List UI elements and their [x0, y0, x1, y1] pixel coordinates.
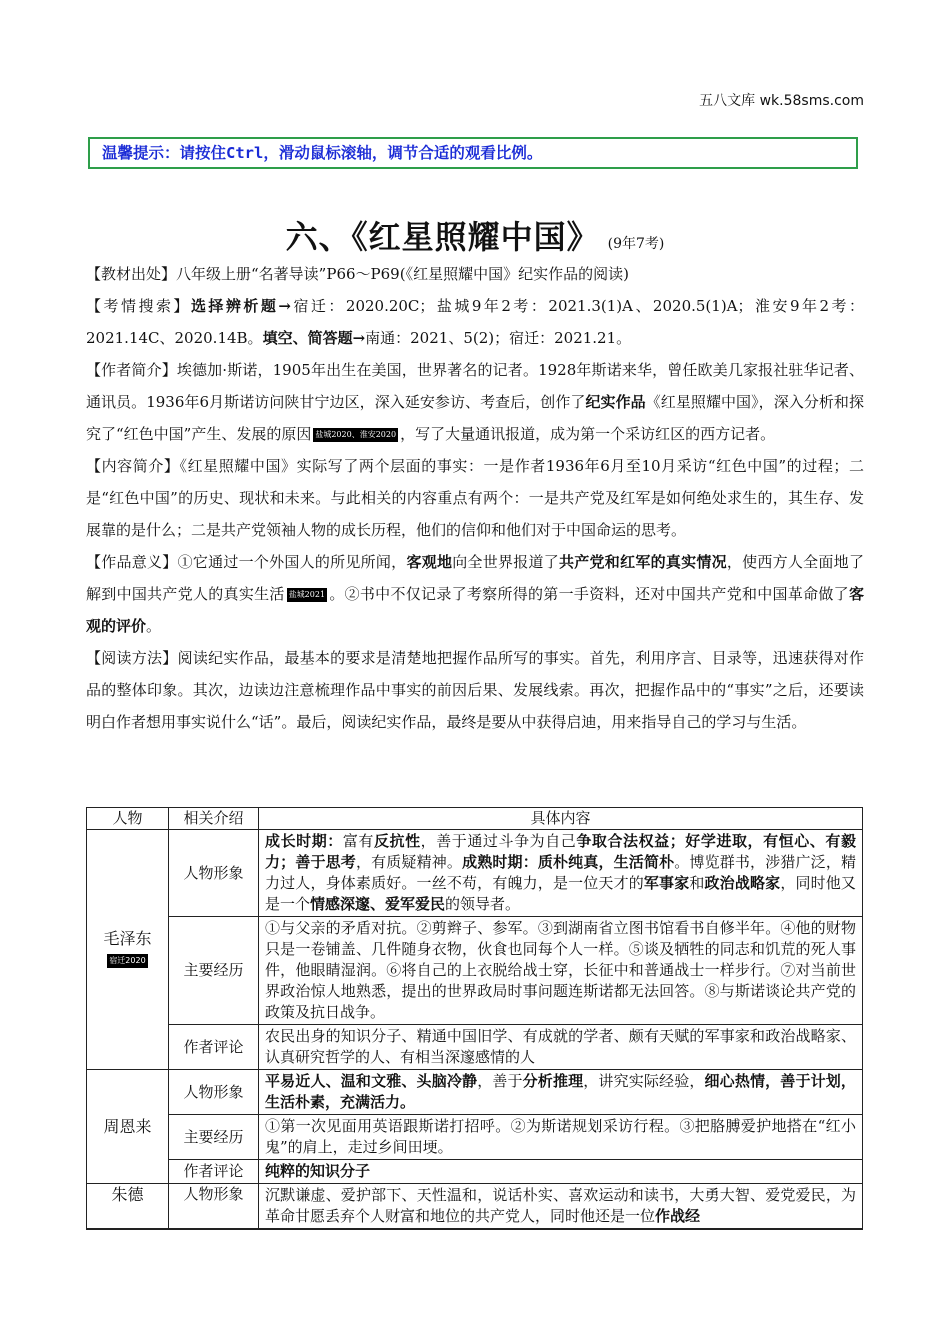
row-label: 作者评论	[169, 1025, 259, 1070]
row-content: 沉默谦虚、爱护部下、天性温和，说话朴实、喜欢运动和读书，大勇大智、爱党爱民，为革命甘愿丢弃个人财富和地位的共产党人，同时他还是一位作战经	[259, 1184, 863, 1229]
header-intro: 相关介绍	[169, 808, 259, 830]
row-content: ①第一次见面用英语跟斯诺打招呼。②为斯诺规划采访行程。③把胳膊爱护地搭在“红小鬼”的肩上，走过乡间田埂。	[259, 1115, 863, 1160]
row-content: 农民出身的知识分子、精通中国旧学、有成就的学者、颇有天赋的军事家和政治战略家、认真研究哲学的人、有相当深邃感情的人	[259, 1025, 863, 1070]
table-header-row	[87, 808, 863, 830]
page-bottom-line	[86, 1229, 863, 1230]
row-label: 主要经历	[169, 917, 259, 1025]
row-label: 作者评论	[169, 1160, 259, 1184]
row-content: ①与父亲的矛盾对抗。②剪辫子、参军。③到湖南省立图书馆看书自修半年。④他的财物只是一卷铺盖、几件随身衣物，伙食也同每个人一样。⑤谈及牺牲的同志和饥荒的死人事件，他眼睛湿润。⑥将自己的上衣脱给战士穿，长征中和普通战士一样步行。⑦对当前世界政治惊人地熟悉，提出的世界政局时事问题连斯诺都无法回答。⑧与斯诺谈论共产党的政策及抗日战争。	[259, 917, 863, 1025]
table-row	[87, 1160, 863, 1184]
header-content: 具体内容	[259, 808, 863, 830]
character-mao: 毛泽东 宿迁2020	[87, 830, 169, 1070]
exam-tag: 盐城2020、淮安2020	[313, 428, 398, 442]
author-intro: 【作者简介】埃德加·斯诺，1905年出生在美国，世界著名的记者。1928年斯诺来华，曾任欧美几家报社驻华记者、通讯员。1936年6月斯诺访问陕甘宁边区，深入延安参访、考查后，创作了纪实作品《红星照耀中国》，深入分析和探究了“红色中国”产生、发展的原因 盐城2020、淮安2020 ，写了大量通讯报道，成为第一个采访红区的西方记者。	[86, 361, 864, 443]
chapter-title	[0, 212, 950, 258]
row-label: 人物形象	[169, 1184, 259, 1229]
intro-content	[86, 258, 864, 738]
watermark: 五八文库 wk.58sms.com	[699, 93, 864, 109]
work-significance: 【作品意义】①它通过一个外国人的所见所闻，客观地向全世界报道了共产党和红军的真实情况，使西方人全面地了解到中国共产党人的真实生活 盐城2021 。②书中不仅记录了考察所得的第一手资料，还对中国共产党和中国革命做了客观的评价。	[86, 553, 864, 635]
table-row	[87, 1115, 863, 1160]
row-content: 成长时期：富有反抗性，善于通过斗争为自己争取合法权益；好学进取，有恒心、有毅力；善于思考，有质疑精神。成熟时期：质朴纯真，生活简朴。博览群书，涉猎广泛，精力过人，身体素质好。一丝不苟，有魄力，是一位天才的军事家和政治战略家，同时他又是一个情感深邃、爱军爱民的领导者。	[259, 830, 863, 917]
character-zhou: 周恩来	[87, 1070, 169, 1184]
row-content: 平易近人、温和文雅、头脑冷静，善于分析推理，讲究实际经验，细心热情，善于计划，生活朴素，充满活力。	[259, 1070, 863, 1115]
exam-search: 【考情搜索】选择辨析题→宿迁：2020.20C；盐城9年2考：2021.3(1)A、2020.5(1)A；淮安9年2考：2021.14C、2020.14B。填空、简答题→南通：2021、5(2)；宿迁：2021.21。	[86, 297, 864, 347]
exam-tag: 盐城2021	[287, 588, 327, 602]
row-label: 人物形象	[169, 830, 259, 917]
character-zhu: 朱德	[87, 1184, 169, 1229]
row-label: 人物形象	[169, 1070, 259, 1115]
exam-tag: 宿迁2020	[107, 954, 147, 968]
content-intro: 【内容简介】《红星照耀中国》实际写了两个层面的事实：一是作者1936年6月至10月采访“红色中国”的过程；二是“红色中国”的历史、现状和未来。与此相关的内容重点有两个：一是共产党及红军是如何绝处求生的，其生存、发展靠的是什么；二是共产党领袖人物的成长历程，他们的信仰和他们对于中国命运的思考。	[86, 457, 864, 539]
chapter-title-main: 六、《红星照耀中国》	[285, 218, 600, 256]
table-row	[87, 1025, 863, 1070]
header-character: 人物	[87, 808, 169, 830]
table-row	[87, 1070, 863, 1115]
table-row	[87, 1184, 863, 1229]
textbook-source: 【教材出处】八年级上册“名著导读”P66～P69(《红星照耀中国》纪实作品的阅读)	[86, 265, 629, 283]
table-row	[87, 830, 863, 917]
row-label: 主要经历	[169, 1115, 259, 1160]
row-content: 纯粹的知识分子	[259, 1160, 863, 1184]
reading-method: 【阅读方法】阅读纪实作品，最基本的要求是清楚地把握作品所写的事实。首先，利用序言、目录等，迅速获得对作品的整体印象。其次，边读边注意梳理作品中事实的前因后果、发展线索。再次，把握作品中的“事实”之后，还要读明白作者想用事实说什么“话”。最后，阅读纪实作品，最终是要从中获得启迪，用来指导自己的学习与生活。	[86, 649, 864, 731]
chapter-title-exam-count: (9年7考)	[607, 236, 665, 252]
viewing-tip-box: 温馨提示：请按住Ctrl，滑动鼠标滚轴，调节合适的观看比例。	[88, 137, 858, 169]
table-row	[87, 917, 863, 1025]
character-table	[86, 807, 863, 1229]
